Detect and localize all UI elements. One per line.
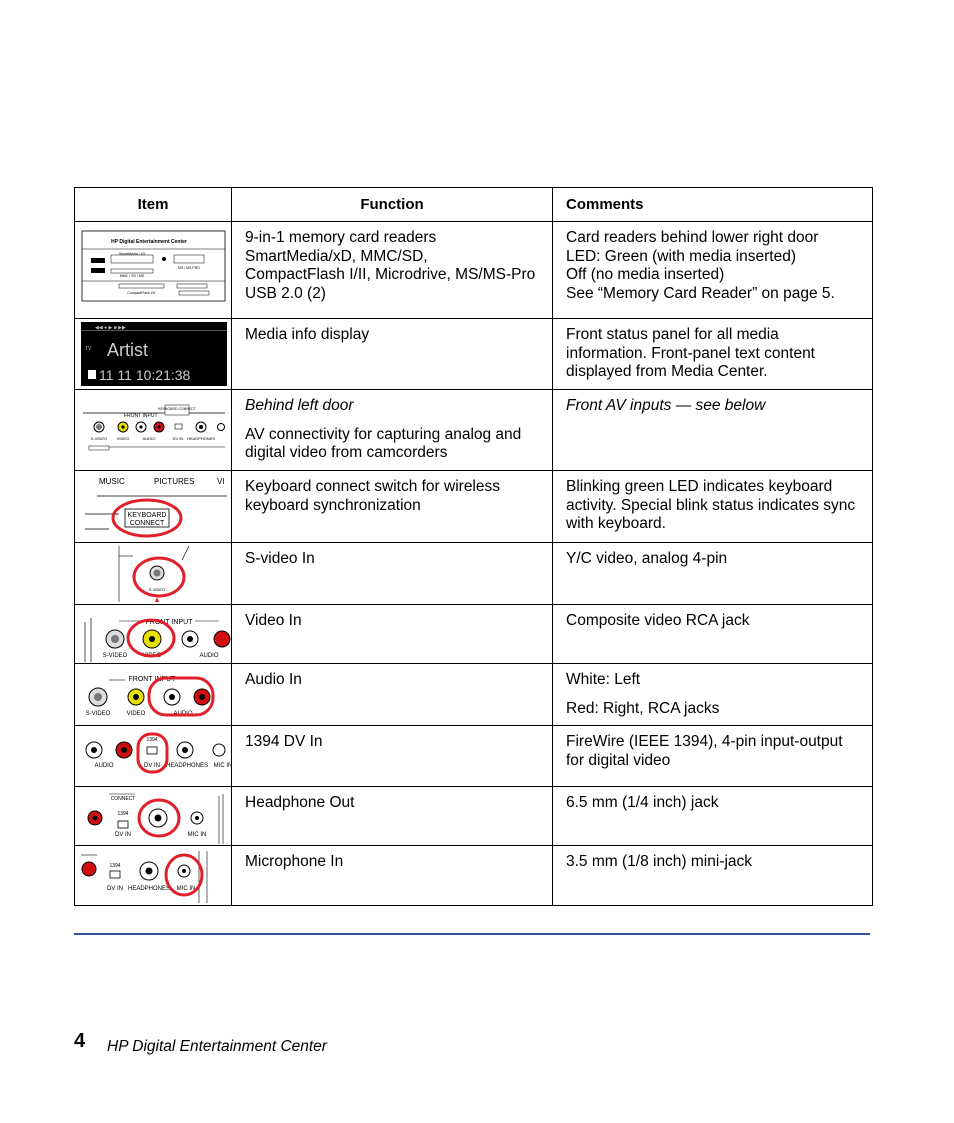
video-in-illustration	[79, 608, 227, 662]
function-line: Behind left door	[245, 397, 354, 414]
av-panel-image-cell	[75, 390, 232, 471]
slot-label-2: MMC / SD / MS	[119, 274, 145, 278]
function-line: 9-in-1 memory card readers	[245, 229, 437, 246]
svg-text:TV: TV	[85, 346, 92, 352]
video-label: VIDEO	[126, 711, 146, 717]
front-input-label: FRONT INPUT	[124, 413, 158, 419]
page-number: 4	[74, 1030, 86, 1052]
keyboard-connect-illustration	[79, 474, 227, 540]
function-line: CompactFlash I/II, Microdrive, MS/MS-Pro	[245, 266, 536, 283]
audio-in-illustration	[79, 667, 227, 723]
video-label: VIDEO	[142, 653, 162, 659]
dv-number-label: 1394	[146, 737, 158, 743]
vi-label: VI	[217, 477, 225, 486]
dv-in-illustration	[79, 729, 233, 783]
svideo-image-cell	[75, 543, 232, 605]
svideo-label: S-VIDEO	[148, 587, 166, 592]
slot-label-1: SmartMedia / xD	[118, 252, 146, 256]
table-header-row	[75, 188, 873, 222]
front-input-label: FRONT INPUT	[128, 676, 176, 683]
comment-line: See “Memory Card Reader” on page 5.	[566, 284, 835, 302]
mic-label: MIC IN	[213, 763, 233, 769]
dv-number-label: 1394	[117, 811, 129, 817]
svideo-label: S-VIDEO	[90, 436, 108, 441]
display-artist: Artist	[107, 340, 149, 360]
dv-in-label: DV IN	[143, 763, 161, 769]
keyboard-comments: Blinking green LED indicates keyboard activity. Special blink status indicates sync with keyboard.	[553, 471, 873, 543]
audio-function: Audio In	[232, 664, 553, 726]
table-row	[75, 471, 873, 543]
video-label: VIDEO	[116, 436, 130, 441]
dv-in-label: DV IN	[106, 886, 124, 892]
table-row	[75, 664, 873, 726]
headphone-comments: 6.5 mm (1/4 inch) jack	[553, 787, 873, 846]
mic-image-cell	[75, 846, 232, 906]
headphones-label: HEADPHONES	[165, 763, 209, 769]
table-row	[75, 319, 873, 390]
function-line: AV connectivity for capturing analog and digital video from camcorders	[245, 425, 522, 461]
svideo-label: S-VIDEO	[102, 653, 128, 659]
headphone-image-cell	[75, 787, 232, 846]
header-function: Function	[232, 188, 553, 222]
svideo-label: S-VIDEO	[85, 711, 111, 717]
mic-comments: 3.5 mm (1/8 inch) mini-jack	[553, 846, 873, 906]
display-function: Media info display	[232, 319, 553, 390]
header-item: Item	[75, 188, 232, 222]
connect-label: CONNECT	[110, 796, 136, 802]
table-row	[75, 726, 873, 787]
headphones-label: HEADPHONES	[186, 436, 216, 441]
front-input-label: FRONT INPUT	[145, 619, 193, 626]
comment-line: Red: Right, RCA jacks	[566, 699, 720, 717]
headphone-out-illustration	[79, 790, 227, 844]
connector-table	[74, 187, 873, 906]
card-reader-comments	[553, 222, 873, 319]
media-display-illustration	[79, 322, 227, 386]
keyboard-function: Keyboard connect switch for wireless keyboard synchronization	[232, 471, 553, 543]
comment-line: Card readers behind lower right door	[566, 229, 819, 246]
audio-comments	[553, 664, 873, 726]
dv-number-label: 1394	[109, 863, 121, 869]
dv-function: 1394 DV In	[232, 726, 553, 787]
comment-line: White: Left	[566, 671, 641, 688]
dv-image-cell	[75, 726, 232, 787]
card-reader-image-cell	[75, 222, 232, 319]
dv-in-label: DV IN	[172, 436, 184, 441]
header-comments: Comments	[553, 188, 873, 222]
dv-in-label: DV IN	[114, 832, 132, 838]
audio-label: AUDIO	[199, 653, 219, 659]
table-row	[75, 787, 873, 846]
headphone-function: Headphone Out	[232, 787, 553, 846]
keyboard-image-cell	[75, 471, 232, 543]
audio-label: AUDIO	[94, 763, 114, 769]
table-row	[75, 605, 873, 664]
panel-title: HP Digital Entertainment Center	[111, 239, 187, 245]
video-image-cell	[75, 605, 232, 664]
svideo-function: S-video In	[232, 543, 553, 605]
music-label: MUSIC	[99, 477, 125, 486]
headphones-label: HEADPHONES	[127, 886, 171, 892]
video-function: Video In	[232, 605, 553, 664]
function-line: USB 2.0 (2)	[245, 284, 326, 302]
table-row	[75, 390, 873, 471]
function-line: SmartMedia/xD, MMC/SD,	[245, 247, 428, 265]
display-time: 11 11 10:21:38	[99, 367, 191, 383]
keyboard-label: KEYBOARD	[127, 512, 167, 519]
slot-label-3: CompactFlash I/II	[127, 291, 155, 295]
table-row	[75, 846, 873, 906]
table-row	[75, 543, 873, 605]
card-reader-function	[232, 222, 553, 319]
audio-image-cell	[75, 664, 232, 726]
running-title: HP Digital Entertainment Center	[107, 1038, 327, 1055]
mic-label: MIC IN	[187, 832, 207, 838]
comment-line: LED: Green (with media inserted)	[566, 247, 797, 265]
audio-label: AUDIO	[142, 436, 156, 441]
front-av-panel-illustration	[79, 393, 227, 465]
svideo-comments: Y/C video, analog 4-pin	[553, 543, 873, 605]
microphone-in-illustration	[79, 849, 227, 903]
slot-label-4: MS / MS PRO	[178, 266, 200, 270]
connect-label: CONNECT	[129, 520, 165, 527]
mic-label: MIC IN	[176, 886, 196, 892]
keyboard-connect-label: KEYBOARD CONNECT	[158, 407, 196, 411]
footer-rule	[74, 933, 870, 935]
av-panel-comments: Front AV inputs — see below	[553, 390, 873, 471]
audio-label: AUDIO	[173, 711, 193, 717]
svideo-illustration	[79, 546, 227, 602]
display-image-cell	[75, 319, 232, 390]
card-reader-illustration	[79, 225, 227, 303]
dv-comments: FireWire (IEEE 1394), 4-pin input-output for digital video	[553, 726, 873, 787]
pictures-label: PICTURES	[154, 477, 195, 486]
svg-text:◀◀ ● ▶ ■ ▶▶: ◀◀ ● ▶ ■ ▶▶	[95, 325, 126, 331]
mic-function: Microphone In	[232, 846, 553, 906]
video-comments: Composite video RCA jack	[553, 605, 873, 664]
table-row	[75, 222, 873, 319]
comment-line: Off (no media inserted)	[566, 266, 725, 283]
av-panel-function	[232, 390, 553, 471]
display-comments: Front status panel for all media information. Front-panel text content displayed from Media Center.	[553, 319, 873, 390]
